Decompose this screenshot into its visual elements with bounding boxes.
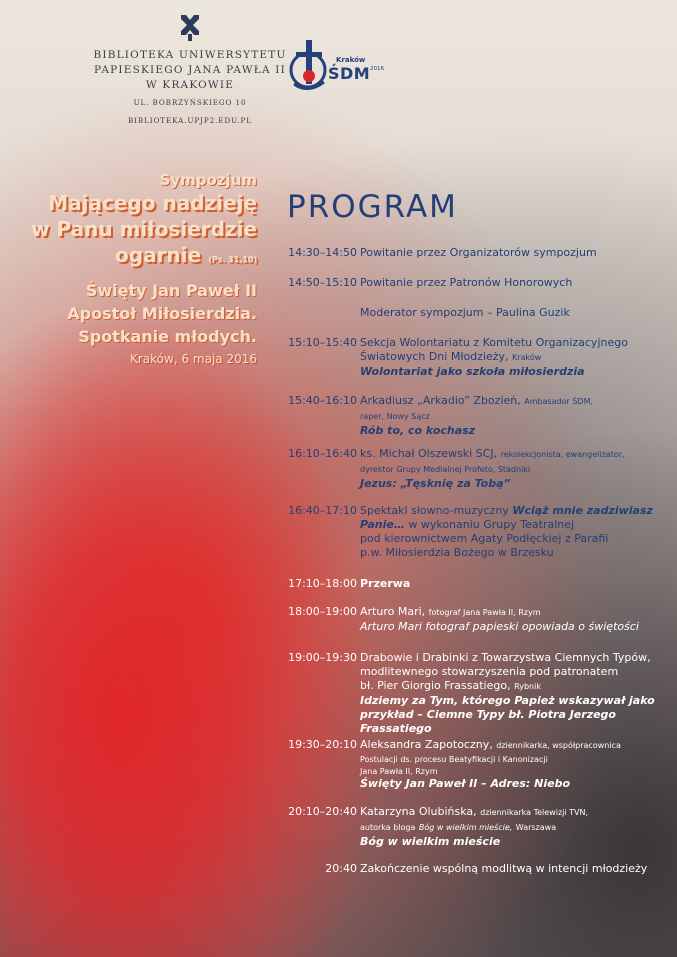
item-note: dziennikarka, współpracownica xyxy=(496,741,621,750)
library-logo xyxy=(60,14,320,125)
item-line: Przerwa xyxy=(360,577,411,590)
item-text: Światowych Dni Młodzieży, xyxy=(360,350,509,363)
item-line xyxy=(360,765,672,777)
sdm-text: ŚDM xyxy=(328,64,371,83)
item-line: modlitewnego stowarzyszenia pod patronatem xyxy=(360,665,619,678)
item-text: Spektakl słowno-muzyczny xyxy=(360,504,509,517)
item-body xyxy=(360,805,672,849)
item-time: 18:00–19:00 xyxy=(288,605,357,618)
program-title: PROGRAM xyxy=(287,189,458,225)
item-body xyxy=(360,738,672,791)
item-line xyxy=(360,394,672,409)
item-line xyxy=(360,805,672,820)
item-body xyxy=(360,577,672,591)
item-text: bł. Pier Giorgio Frassatiego, xyxy=(360,679,511,692)
item-line xyxy=(360,447,672,462)
item-time: 17:10–18:00 xyxy=(288,577,357,590)
item-time: 16:40–17:10 xyxy=(288,504,357,517)
item-topic: Panie… xyxy=(360,518,405,531)
item-body xyxy=(360,862,672,876)
item-time: 15:10–15:40 xyxy=(288,336,357,349)
item-line: pod kierownictwem Agaty Podłęckiej z Parafii xyxy=(360,532,609,545)
item-topic: Bóg w wielkim mieście xyxy=(360,835,501,848)
subtitle-line: Święty Jan Paweł II xyxy=(85,281,257,300)
item-text: w wykonaniu Grupy Teatralnej xyxy=(408,518,575,531)
item-time: 19:00–19:30 xyxy=(288,651,357,664)
library-name-line: PAPIESKIEGO JANA PAWŁA II xyxy=(94,64,286,76)
item-body xyxy=(360,246,672,260)
item-text: Katarzyna Olubińska, xyxy=(360,805,477,818)
item-note: Bóg w wielkim mieście, xyxy=(418,823,513,832)
item-note: Postulacji ds. procesu Beatyfikacji i Kanonizacji xyxy=(360,755,548,764)
item-line xyxy=(360,679,672,694)
item-line: Drabowie i Drabinki z Towarzystwa Ciemnych Typów, xyxy=(360,651,651,664)
item-note: Jana Pawła II, Rzym xyxy=(360,767,438,776)
sdm-logo xyxy=(288,36,384,106)
item-note: dziennikarka Telewizji TVN, xyxy=(480,808,589,817)
item-line: Powitanie przez Organizatorów sympozjum xyxy=(360,246,597,259)
item-line: Moderator sympozjum – Paulina Guzik xyxy=(360,306,570,319)
item-time: 20:40 xyxy=(325,862,357,875)
item-time: 14:30–14:50 xyxy=(288,246,357,259)
library-name-line: BIBLIOTEKA UNIWERSYTETU xyxy=(93,49,287,61)
item-line xyxy=(360,462,672,477)
item-body xyxy=(360,447,672,491)
item-line: Sekcja Wolontariatu z Komitetu Organizacyjnego xyxy=(360,336,628,349)
item-topic: Rób to, co kochasz xyxy=(360,424,476,437)
item-line xyxy=(360,504,672,518)
item-topic: przykład – Ciemne Typy bł. Piotra Jerzego Frassatiego xyxy=(360,708,616,735)
item-body xyxy=(360,306,672,320)
item-line xyxy=(360,605,672,620)
library-name xyxy=(60,48,320,93)
item-note: Rybnik xyxy=(514,682,541,691)
item-note: raper, Nowy Sącz xyxy=(360,412,430,421)
item-note: dyrektor Grupy Medialnej Profeto, Stadniki xyxy=(360,465,531,474)
item-body xyxy=(360,504,672,560)
title-line: Mającego nadzieję xyxy=(48,191,257,215)
item-body xyxy=(360,605,672,634)
sdm-city: Kraków xyxy=(336,56,366,64)
title-line: w Panu miłosierdzie xyxy=(31,217,257,241)
item-line xyxy=(360,753,672,765)
item-line xyxy=(360,820,672,835)
symposium-title-block xyxy=(0,170,257,368)
item-line xyxy=(360,518,672,532)
item-time: 20:10–20:40 xyxy=(288,805,357,818)
item-topic: Wolontariat jako szkoła miłosierdzia xyxy=(360,365,585,378)
item-text: Arturo Mari, xyxy=(360,605,426,618)
item-topic: Wciąż mnie zadziwiasz xyxy=(512,504,653,517)
title-line-text: ogarnie xyxy=(115,243,202,267)
item-body xyxy=(360,336,672,379)
item-line: Powitanie przez Patronów Honorowych xyxy=(360,276,573,289)
item-line xyxy=(360,350,672,365)
item-text: ks. Michał Olszewski SCJ, xyxy=(360,447,498,460)
item-body xyxy=(360,394,672,438)
item-note: Kraków xyxy=(512,353,542,362)
crossed-keys-icon xyxy=(177,14,203,42)
title-line xyxy=(0,242,257,273)
item-note: autorka bloga xyxy=(360,823,416,832)
item-note: Warszawa xyxy=(515,823,557,832)
item-topic: Święty Jan Paweł II – Adres: Niebo xyxy=(360,777,571,790)
item-body xyxy=(360,276,672,290)
item-note: rekolekcjonista, ewangelizator, xyxy=(500,450,625,459)
item-text: Aleksandra Zapotoczny, xyxy=(360,738,493,751)
item-topic: Jezus: „Tęsknię za Tobą” xyxy=(360,477,511,490)
library-name-line: W KRAKOWIE xyxy=(145,79,235,91)
symposium-kind: Sympozjum xyxy=(159,171,257,189)
subtitle-line: Apostoł Miłosierdzia. xyxy=(67,304,257,323)
place-date: Kraków, 6 maja 2016 xyxy=(130,352,257,366)
item-topic: Arturo Mari fotograf papieski opowiada o świętości xyxy=(360,620,639,633)
library-address: UL. BOBRZYŃSKIEGO 10 xyxy=(133,98,247,107)
item-line xyxy=(360,738,672,753)
item-topic: Idziemy za Tym, którego Papież wskazywał jako xyxy=(360,694,655,707)
item-time: 16:10–16:40 xyxy=(288,447,357,460)
item-note: Ambasador ŚDM, xyxy=(524,397,594,406)
subtitle-line: Spotkanie młodych. xyxy=(78,327,257,346)
item-body xyxy=(360,651,672,736)
item-line xyxy=(360,409,672,424)
title-reference: (Ps. 31,10) xyxy=(208,255,257,264)
item-time: 15:40–16:10 xyxy=(288,394,357,407)
item-note: fotograf Jana Pawła II, Rzym xyxy=(428,608,541,617)
item-line: Zakończenie wspólną modlitwą w intencji młodzieży xyxy=(360,862,648,875)
library-url: BIBLIOTEKA.UPJP2.EDU.PL xyxy=(128,116,252,125)
item-line: p.w. Miłosierdzia Bożego w Brzesku xyxy=(360,546,554,559)
item-text: Arkadiusz „Arkadio” Zbozień, xyxy=(360,394,521,407)
sdm-year: 2016 xyxy=(370,66,384,72)
item-time: 14:50–15:10 xyxy=(288,276,357,289)
item-time: 19:30–20:10 xyxy=(288,738,357,751)
